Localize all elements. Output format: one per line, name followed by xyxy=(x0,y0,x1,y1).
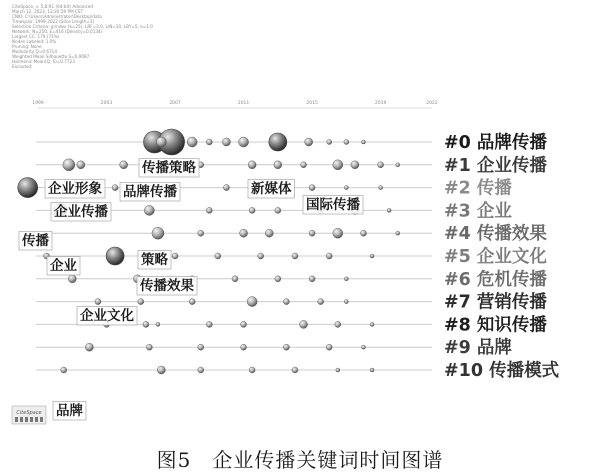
keyword-node xyxy=(206,207,212,213)
keyword-node xyxy=(106,247,124,265)
keyword-node xyxy=(370,322,374,326)
header-line: CiteSpace, v. 5.8.R1 (64-bit) Advanced xyxy=(12,4,94,9)
keyword-node xyxy=(292,253,298,259)
keyword-node xyxy=(206,139,212,145)
keyword-node xyxy=(189,299,195,305)
header-line: CNKI: C:\Users\Administrator\Desktop\data xyxy=(12,14,102,19)
keyword-label: 品牌 xyxy=(56,403,83,419)
keyword-node xyxy=(85,343,93,351)
keyword-node xyxy=(309,185,315,191)
keyword-node xyxy=(239,137,249,147)
keyword-node xyxy=(396,231,400,235)
keyword-node xyxy=(344,300,348,304)
cluster-label: #5 企业文化 xyxy=(444,247,547,267)
keyword-node xyxy=(198,344,204,350)
logo-bar xyxy=(15,417,18,422)
cluster-label: #9 品牌 xyxy=(444,338,512,359)
keyword-node xyxy=(138,299,144,305)
header-line: March 12, 2023, 12:20:59 PM CST xyxy=(12,9,84,14)
keyword-node xyxy=(361,140,365,144)
keyword-node xyxy=(258,253,264,259)
keyword-node xyxy=(68,275,76,283)
keyword-label: 新媒体 xyxy=(251,181,292,197)
keyword-node xyxy=(112,185,118,191)
keyword-node xyxy=(396,163,400,167)
keyword-node xyxy=(215,253,221,259)
keyword-node xyxy=(275,207,281,213)
keyword-node xyxy=(187,137,197,147)
keyword-node xyxy=(318,299,324,305)
keyword-node xyxy=(361,345,365,349)
x-tick-label: 2022 xyxy=(426,101,438,106)
logo-bar xyxy=(20,417,23,422)
x-tick-label: 1999 xyxy=(32,101,44,106)
keyword-node xyxy=(249,367,255,373)
cluster-label: #0 品牌传播 xyxy=(444,133,547,153)
keyword-node xyxy=(240,229,248,237)
keyword-node xyxy=(333,160,343,170)
cluster-label: #6 危机传播 xyxy=(444,269,547,290)
keyword-node xyxy=(222,138,230,146)
keyword-label: 企业文化 xyxy=(80,308,134,324)
keyword-label: 策略 xyxy=(141,252,168,268)
keyword-node xyxy=(344,186,348,190)
keyword-node xyxy=(326,253,332,259)
keyword-node xyxy=(95,299,101,305)
keyword-node xyxy=(157,366,165,374)
keyword-node xyxy=(378,162,384,168)
keyword-node xyxy=(146,344,152,350)
keyword-node xyxy=(18,178,38,198)
x-tick-label: 2015 xyxy=(306,101,318,106)
keyword-label: 企业传播 xyxy=(54,204,108,220)
keyword-node xyxy=(351,161,359,169)
keyword-node xyxy=(360,230,366,236)
cluster-label: #8 知识传播 xyxy=(444,315,547,336)
keyword-node xyxy=(326,344,332,350)
keyword-node xyxy=(269,133,287,151)
x-tick-label: 2007 xyxy=(169,101,181,106)
cluster-label: #2 传播 xyxy=(444,178,512,199)
keyword-node xyxy=(301,162,307,168)
logo-bar xyxy=(40,417,43,422)
keyword-node xyxy=(206,321,212,327)
keyword-node xyxy=(274,161,282,169)
keyword-node xyxy=(198,230,204,236)
logo-text: CiteSpace xyxy=(16,410,42,416)
logo-bar xyxy=(25,417,28,422)
keyword-node xyxy=(309,276,315,282)
keyword-node xyxy=(335,321,341,327)
keyword-node xyxy=(249,207,255,213)
keyword-node xyxy=(223,185,229,191)
keyword-label: 传播 xyxy=(22,233,49,249)
keyword-node xyxy=(152,227,164,239)
keyword-label: 企业形象 xyxy=(48,181,102,197)
keyword-node xyxy=(198,367,204,373)
header-line: Modularity Q=0.6714 xyxy=(12,49,58,54)
keyword-node xyxy=(370,254,374,258)
header-line: Timespan: 1999-2022 (Slice Length=1) xyxy=(12,19,95,24)
keyword-label: 传播效果 xyxy=(140,278,194,294)
keyword-node xyxy=(379,186,383,190)
cluster-label: #1 企业传播 xyxy=(444,155,547,176)
header-line: Weighted Mean Silhouette S=0.9087 xyxy=(12,54,90,59)
keyword-node xyxy=(63,159,75,171)
keyword-node xyxy=(283,299,289,305)
keyword-label: 品牌传播 xyxy=(123,184,177,200)
keyword-node xyxy=(275,276,281,282)
keyword-node xyxy=(305,138,313,146)
cluster-label: #3 企业 xyxy=(444,201,512,222)
keyword-node xyxy=(248,161,256,169)
header-line: Selection Criteria: g-index (k=25), LRF=3.0, L/N=10, LBY=5, e=1.0 xyxy=(12,24,153,29)
keyword-node xyxy=(241,321,247,327)
keyword-node xyxy=(61,367,67,373)
keyword-node xyxy=(309,230,315,236)
keyword-node xyxy=(370,368,374,372)
keyword-node xyxy=(144,205,154,215)
cluster-label: #7 营销传播 xyxy=(444,292,547,313)
cluster-label: #4 传播效果 xyxy=(444,224,547,245)
keyword-node xyxy=(387,208,391,212)
logo-bar xyxy=(35,417,38,422)
keyword-node xyxy=(265,229,273,237)
keyword-node xyxy=(120,161,128,169)
header-line: Harmonic Mean(Q, S)=0.7723 xyxy=(12,59,75,64)
x-tick-label: 2011 xyxy=(237,101,250,106)
keyword-node xyxy=(327,140,332,145)
keyword-label: 国际传播 xyxy=(306,197,360,213)
keyword-node xyxy=(333,228,343,238)
keyword-node xyxy=(156,137,166,147)
keyword-node xyxy=(241,344,247,350)
keyword-node xyxy=(292,367,298,373)
keyword-node xyxy=(156,322,160,326)
keyword-node xyxy=(344,277,348,281)
header-line: Network: N=250, E=416 (Density=0.0134) xyxy=(12,29,103,34)
x-tick-label: 2019 xyxy=(374,101,387,106)
header-line: Largest CC: 179 (71%) xyxy=(12,34,60,39)
keyword-node xyxy=(247,297,257,307)
header-line: Pruning: None xyxy=(12,44,42,49)
keyword-node xyxy=(344,140,349,145)
keyword-node xyxy=(143,321,149,327)
keyword-label: 传播策略 xyxy=(142,160,196,176)
header-line: Excluded: xyxy=(12,64,33,69)
x-tick-label: 2003 xyxy=(100,101,113,106)
keyword-node xyxy=(232,276,238,282)
keyword-node xyxy=(283,344,289,350)
keyword-node xyxy=(300,320,308,328)
keyword-label: 企业 xyxy=(50,258,77,274)
keyword-node xyxy=(336,368,340,372)
keyword-node xyxy=(77,161,85,169)
keyword-node xyxy=(172,253,178,259)
logo-bar xyxy=(30,417,33,422)
cluster-label: #10 传播模式 xyxy=(444,361,560,381)
header-line: Nodes Labeled: 1.0% xyxy=(12,39,57,44)
figure-caption: 图5 企业传播关键词时间图谱 xyxy=(156,448,444,472)
